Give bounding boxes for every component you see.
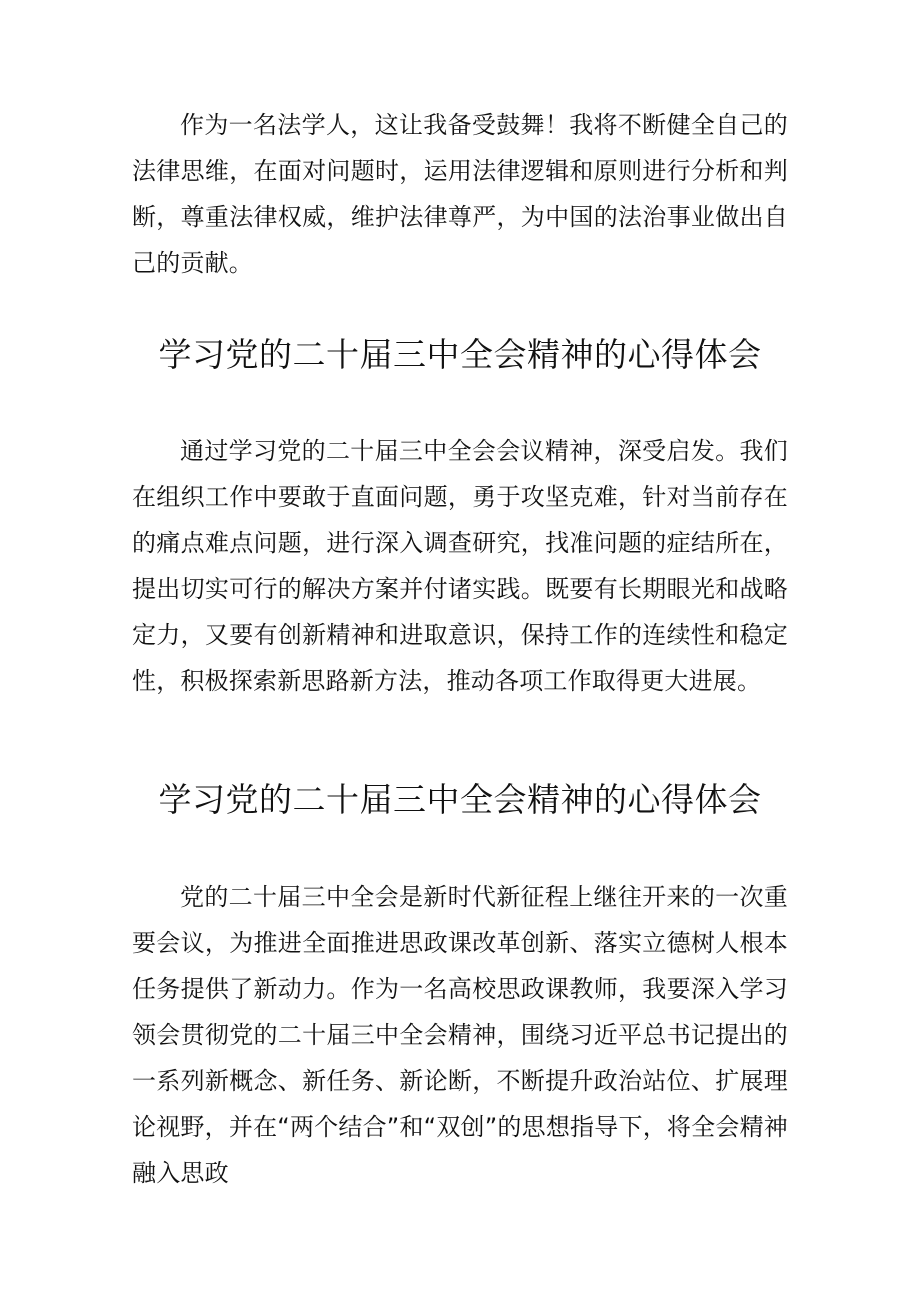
paragraph-ideological-course: 党的二十届三中全会是新时代新征程上继往开来的一次重要会议，为推进全面推进思政课改革创新、落实立德树人根本任务提供了新动力。作为一名高校思政课教师，我要深入学习领会贯彻党的二十届三中全会精神，围绕习近平总书记提出的一系列新概念、新任务、新论断，不断提升政治站位、扩展理论视野，并在“两个结合”和“双创”的思想指导下，将全会精神融入思政	[132, 883, 788, 1187]
section-heading-1: 学习党的二十届三中全会精神的心得体会	[158, 335, 762, 374]
section-heading-2: 学习党的二十届三中全会精神的心得体会	[158, 780, 762, 819]
paragraph-law-thinking: 作为一名法学人，这让我备受鼓舞！我将不断健全自己的法律思维，在面对问题时，运用法律逻辑和原则进行分析和判断，尊重法律权威，维护法律尊严，为中国的法治事业做出自己的贡献。	[132, 111, 788, 277]
paragraph-organization-work: 通过学习党的二十届三中全会会议精神，深受启发。我们在组织工作中要敢于直面问题，勇于攻坚克难，针对当前存在的痛点难点问题，进行深入调查研究，找准问题的症结所在，提出切实可行的解决方案并付诸实践。既要有长期眼光和战略定力，又要有创新精神和进取意识，保持工作的连续性和稳定性，积极探索新思路新方法，推动各项工作取得更大进展。	[132, 437, 788, 695]
